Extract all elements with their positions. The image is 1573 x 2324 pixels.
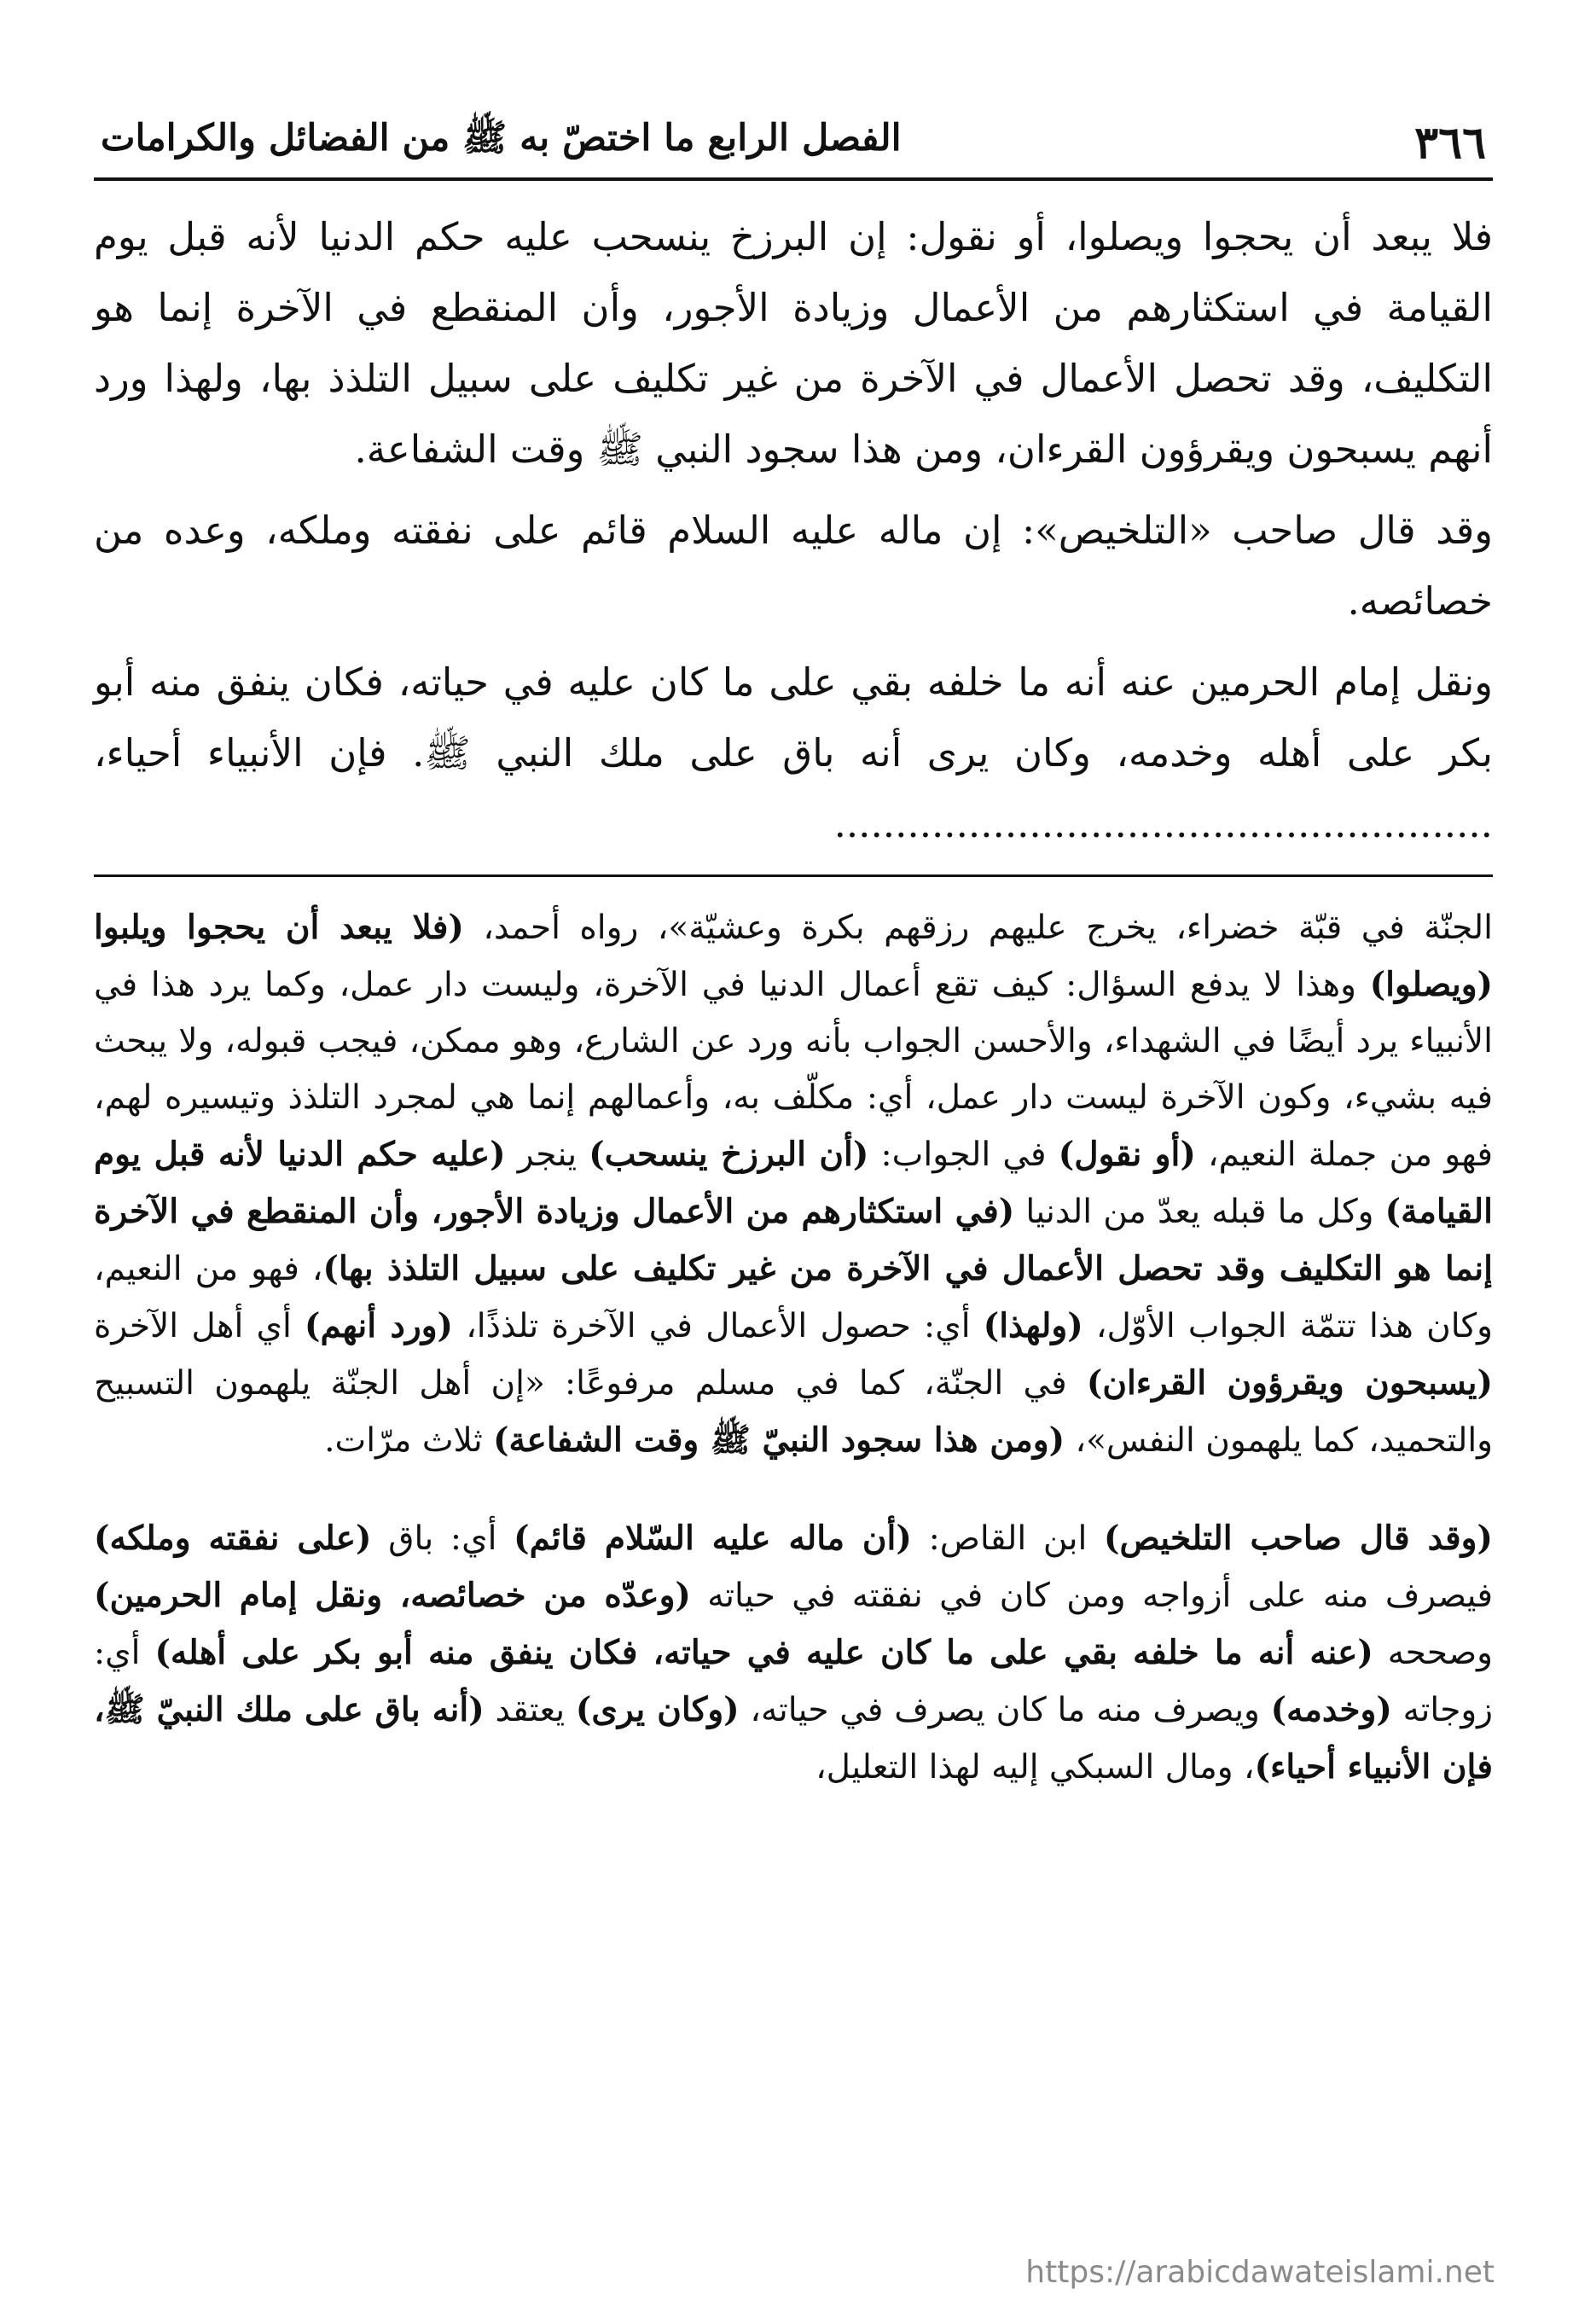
- quoted-matn: (وكان يرى): [575, 1690, 740, 1729]
- watermark-url: https://arabicdawateislami.net: [1025, 2255, 1495, 2290]
- main-paragraph: وقد قال صاحب «التلخيص»: إن ماله عليه السلام قائم على نفقته وملكه، وعده من خصائصه.: [94, 508, 1493, 624]
- main-paragraph-text: ونقل إمام الحرمين عنه أنه ما خلفه بقي على ما كان عليه في حياته، فكان ينفق منه أبو بكر على أهله وخدمه، وكان يرى أنه باق على ملك النبي ﷺ. فإن الأنبياء أحياء،: [94, 659, 1493, 776]
- commentary-paragraph: [94, 899, 1493, 1469]
- commentary-text: الجنّة في قبّة خضراء، يخرج عليهم رزقهم بكرة وعشيّة»، رواه أحمد،: [463, 909, 1493, 947]
- commentary-text: يعتقد: [484, 1691, 576, 1729]
- quoted-matn: (عنه أنه ما خلفه بقي على ما كان عليه في حياته، فكان ينفق منه أبو بكر على أهله): [154, 1633, 1373, 1672]
- commentary-text: أي: زوجاته: [94, 1634, 1494, 1729]
- commentary-text: أي أهل الآخرة: [94, 1307, 305, 1345]
- quoted-matn: (عليه حكم الدنيا لأنه قبل يوم القيامة): [94, 1135, 1493, 1231]
- quoted-matn: (ورد أنهم): [305, 1306, 453, 1345]
- quoted-matn: (على نفقته وملكه): [94, 1519, 372, 1558]
- commentary-text: في الجنّة، كما في مسلم مرفوعًا: «إن أهل الجنّة يلهمون التسبيح والتحميد، كما يلهمون النفس»،: [94, 1364, 1493, 1460]
- commentary-text: ابن القاص:: [911, 1519, 1105, 1558]
- quoted-matn: (ومن هذا سجود النبيّ ﷺ وقت الشفاعة): [493, 1421, 1065, 1460]
- commentary-text: ويصرف منه ما كان يصرف في حياته،: [739, 1691, 1271, 1729]
- quoted-matn: (أن البرزخ ينسحب): [589, 1135, 869, 1174]
- commentary-text: وهذا لا يدفع السؤال: كيف تقع أعمال الدنيا في الآخرة، وليست دار عمل، وكما يرد هذا في الأنبياء يرد أيضًا في الشهداء، والأحسن الجواب بأنه ورد عن الشارع، وهو ممكن، فيجب قبوله، ولا يبحث فيه بشيء، وكون الآخرة ليست دار عمل، أي: مكلّف به، وأعمالهم إنما هي لمجرد التلذذ وتيسيره لهم، فهو من جملة النعيم،: [94, 966, 1493, 1174]
- quoted-matn: (أن ماله عليه السّلام قائم): [514, 1519, 912, 1558]
- quoted-matn: (وعدّه من خصائصه، ونقل إمام الحرمين): [94, 1576, 691, 1615]
- commentary-text: وصححه: [1373, 1634, 1493, 1672]
- quoted-matn: (في استكثارهم من الأعمال وزيادة الأجور، وأن المنقطع في الآخرة إنما هو التكليف وقد تحصل الأعمال في الآخرة من غير تكليف على سبيل التلذذ بها): [94, 1192, 1493, 1288]
- commentary-text: فيصرف منه على أزواجه ومن كان في نفقته في حياته: [690, 1577, 1494, 1615]
- main-paragraph: فلا يبعد أن يحجوا ويصلوا، أو نقول: إن البرزخ ينسحب عليه حكم الدنيا لأنه قبل يوم القيامة في استكثارهم من الأعمال وزيادة الأجور، وأن المنقطع في الآخرة إنما هو التكليف، وقد تحصل الأعمال في الآخرة من غير تكليف على سبيل التلذذ بها، ولهذا ورد أنهم يسبحون ويقرؤون القرءان، ومن هذا سجود النبي ﷺ وقت الشفاعة.: [94, 214, 1493, 472]
- commentary-text: أي: باق: [371, 1519, 514, 1558]
- quoted-matn: (ولهذا): [983, 1306, 1083, 1345]
- page-header: [94, 102, 1493, 181]
- quoted-matn: (وقد قال صاحب التلخيص): [1104, 1519, 1493, 1558]
- main-paragraph: [94, 647, 1493, 859]
- commentary-paragraph: [94, 1510, 1493, 1796]
- commentary-text: في الجواب:: [868, 1136, 1059, 1174]
- commentary-text: ، ومال السبكي إليه لهذا التعليل،: [816, 1748, 1255, 1787]
- page-number: ٣٦٦: [1414, 117, 1486, 169]
- main-text: [94, 201, 1493, 859]
- quoted-matn: (أو نقول): [1058, 1135, 1196, 1174]
- commentary-text: ثلاث مرّات.: [324, 1421, 494, 1460]
- running-title: الفصل الرابع ما اختصّ به ﷺ من الفضائل والكرامات: [101, 117, 902, 160]
- quoted-matn: (يسبحون ويقرؤون القرءان): [1086, 1363, 1493, 1403]
- quoted-matn: (وخدمه): [1270, 1690, 1392, 1729]
- dotted-leader: ......................................................: [833, 801, 1493, 846]
- commentary-text: وكل ما قبله يعدّ من الدنيا: [1014, 1193, 1385, 1231]
- quoted-matn: (أنه باق على ملك النبيّ ﷺ، فإن الأنبياء أحياء): [94, 1690, 1493, 1787]
- commentary-text: أي: حصول الأعمال في الآخرة تلذذًا،: [453, 1307, 984, 1345]
- separator-line: [94, 874, 1493, 877]
- commentary-text: ، فهو من النعيم، وكان هذا تتمّة الجواب الأوّل،: [94, 1250, 1493, 1345]
- commentary-text: ينجر: [505, 1136, 589, 1174]
- book-page: [94, 102, 1493, 1837]
- quoted-matn: (فلا يبعد أن يحجوا ويلبوا (ويصلوا): [94, 908, 1493, 1004]
- commentary: [94, 899, 1493, 1796]
